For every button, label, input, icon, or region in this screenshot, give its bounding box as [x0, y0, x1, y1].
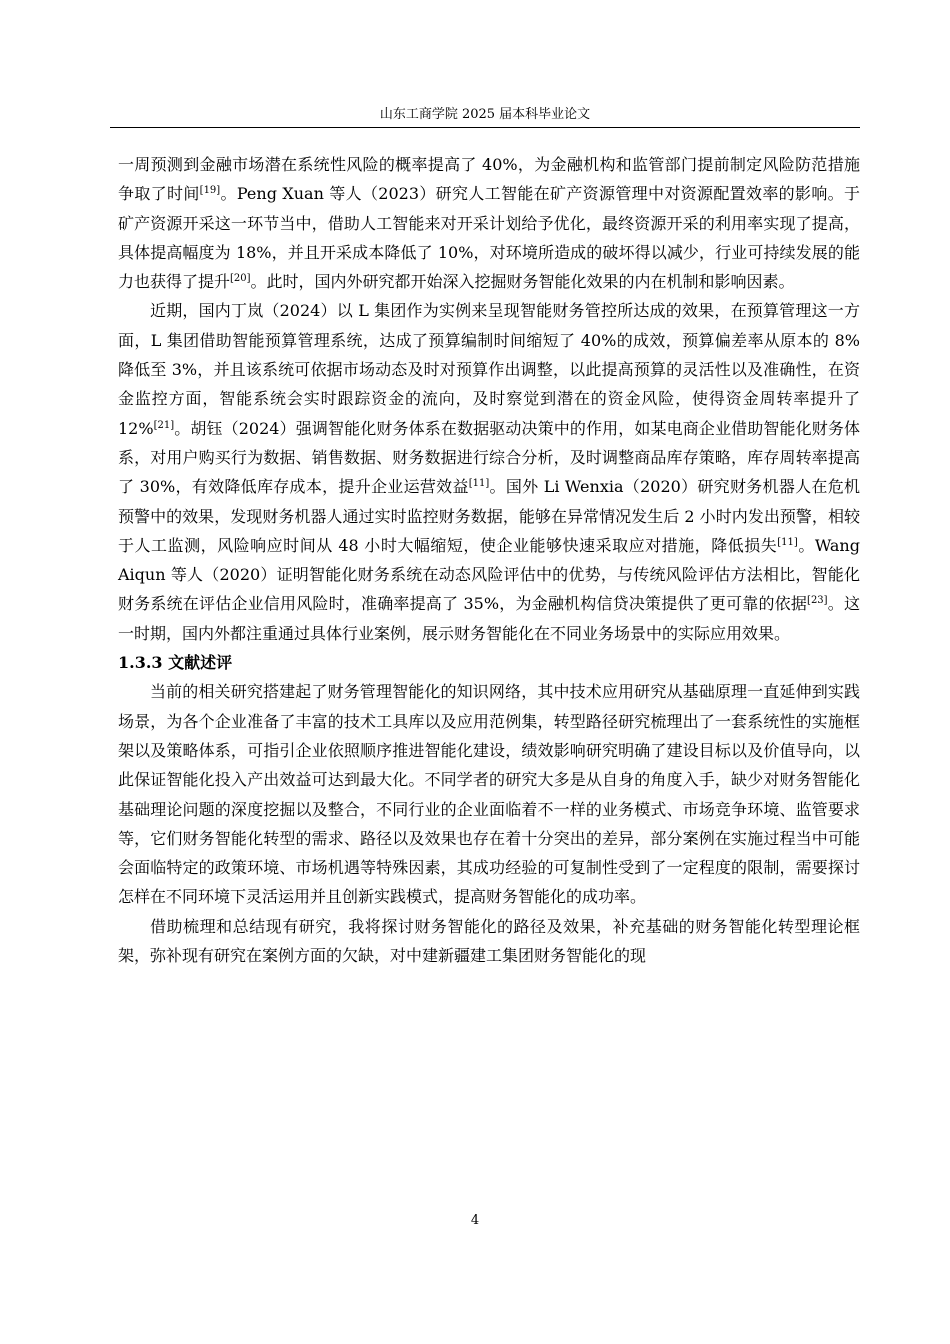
page-number: 4 — [470, 1213, 480, 1228]
text-run: 1.3.3 文献述评 — [118, 653, 233, 673]
text-run: 。此时，国内外研究都开始深入挖掘财务智能化效果的内在机制和影响因素。 — [250, 272, 795, 292]
citation-ref: [21] — [153, 419, 175, 431]
text-run: 。Wang Aiqun 等人（2020）证明智能化财务系统在动态风险评估中的优势，与传统风险评估方法相比，智能化财务系统在评估企业信用风险时，准确率提高了 35%，为金融机构信贷决策提供了更可靠的依据 — [118, 535, 860, 614]
citation-ref: [11] — [468, 478, 490, 490]
text-run: 近期，国内丁岚（2024）以 L 集团作为实例来呈现智能财务管控所达成的效果，在预算管理这一方面，L 集团借助智能预算管理系统，达成了预算编制时间缩短了 40%的成效，预算偏差率从原本的 8%降低至 3%，并且该系统可依据市场动态及时对预算作出调整，以此提高预算的灵活性以及准确性，在资金监控方面，智能系统会实时跟踪资金的流向，及时察觉到潜在的资金风险，使得资金周转率提升了 12% — [118, 301, 860, 438]
text-run: 。这一时期，国内外都注重通过具体行业案例，展示财务智能化在不同业务场景中的实际应用效果。 — [118, 594, 860, 643]
citation-ref: [19] — [199, 185, 221, 197]
text-run: 。胡钰（2024）强调智能化财务体系在数据驱动决策中的作用，如某电商企业借助智能化财务体系，对用户购买行为数据、销售数据、财务数据进行综合分析，及时调整商品库存策略，库存周转率提高了 30%，有效降低库存成本，提升企业运营效益 — [118, 418, 860, 497]
body-text — [118, 150, 860, 970]
section-heading — [118, 648, 860, 677]
text-run: 。国外 Li Wenxia（2020）研究财务机器人在危机预警中的效果，发现财务机器人通过实时监控财务数据，能够在异常情况发生后 2 小时内发出预警，相较于人工监测，风险响应时间从 48 小时大幅缩短，使企业能够快速采取应对措施，降低损失 — [118, 477, 860, 555]
text-run: 。Peng Xuan 等人（2023）研究人工智能在矿产资源管理中对资源配置效率的影响。于矿产资源开采这一环节当中，借助人工智能来对开采计划给予优化，最终资源开采的利用率实现了提高，具体提高幅度为 18%，并且开采成本降低了 10%，对环境所造成的破坏得以减少，行业可持续发展的能力也获得了提升 — [118, 184, 860, 292]
running-header: 山东工商学院 2025 届本科毕业论文 — [379, 107, 591, 122]
citation-ref: [20] — [230, 273, 251, 285]
paragraph — [118, 912, 860, 971]
text-run: 借助梳理和总结现有研究，我将探讨财务智能化的路径及效果，补充基础的财务智能化转型理论框架，弥补现有研究在案例方面的欠缺，对中建新疆建工集团财务智能化的现 — [118, 916, 860, 966]
paragraph — [118, 150, 860, 296]
citation-ref: [23] — [807, 595, 828, 607]
paragraph — [118, 677, 860, 911]
text-run: 一周预测到金融市场潜在系统性风险的概率提高了 40%，为金融机构和监管部门提前制定风险防范措施争取了时间 — [118, 155, 860, 204]
paragraph — [118, 296, 860, 648]
header-rule — [110, 127, 860, 128]
citation-ref: [11] — [777, 536, 798, 548]
text-run: 当前的相关研究搭建起了财务管理智能化的知识网络，其中技术应用研究从基础原理一直延伸到实践场景，为各个企业准备了丰富的技术工具库以及应用范例集，转型路径研究梳理出了一套系统性的实施框架以及策略体系，可指引企业依照顺序推进智能化建设，绩效影响研究明确了建设目标以及价值导向，以此保证智能化投入产出效益可达到最大化。不同学者的研究大多是从自身的角度入手，缺少对财务智能化基础理论问题的深度挖掘以及整合，不同行业的企业面临着不一样的业务模式、市场竞争环境、监管要求等，它们财务智能化转型的需求、路径以及效果也存在着十分突出的差异，部分案例在实施过程当中可能会面临特定的政策环境、市场机遇等特殊因素，其成功经验的可复制性受到了一定程度的限制，需要探讨怎样在不同环境下灵活运用并且创新实践模式，提高财务智能化的成功率。 — [118, 682, 860, 907]
